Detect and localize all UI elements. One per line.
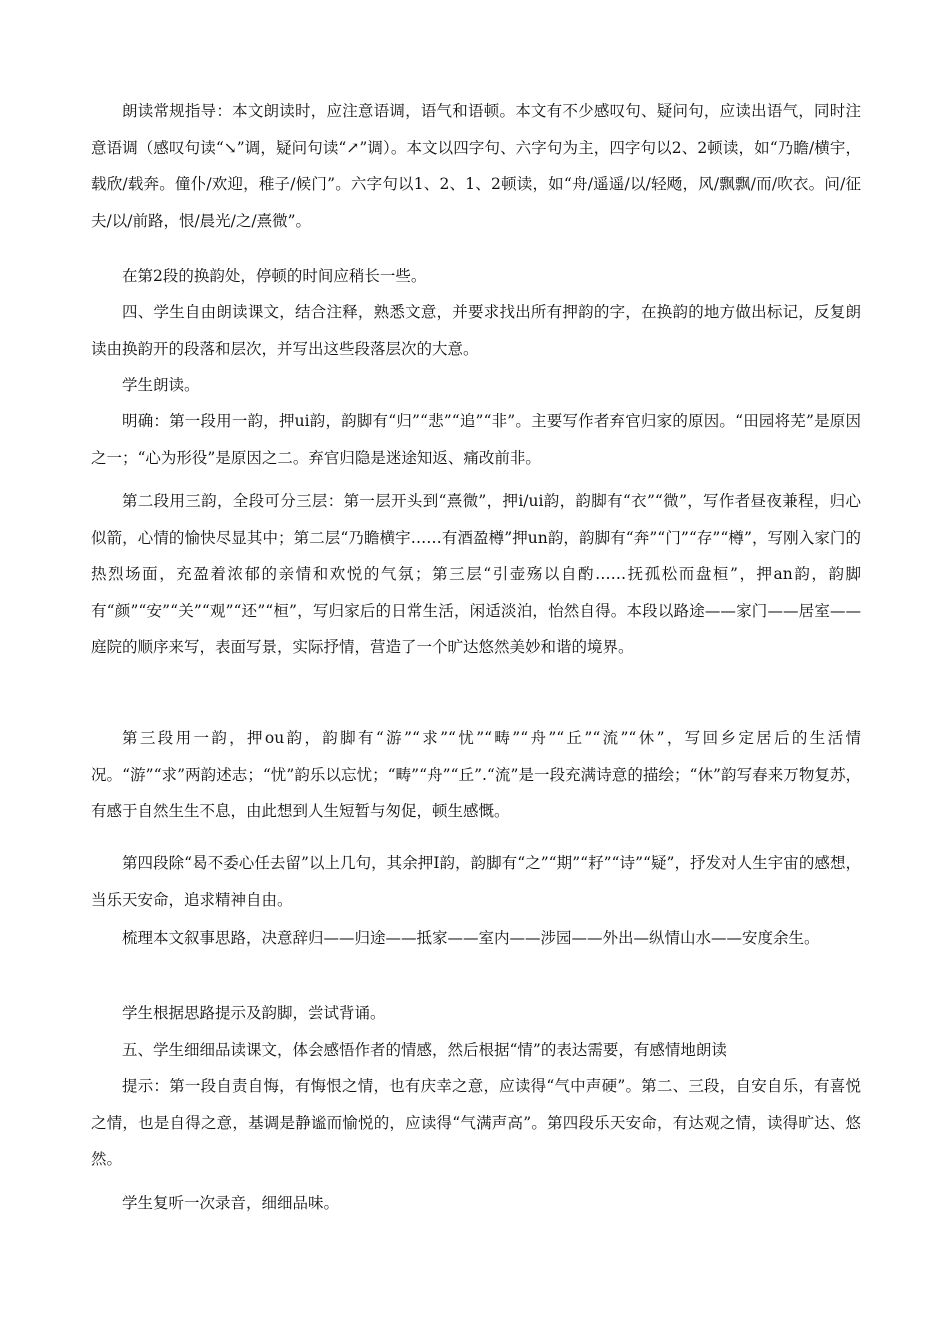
paragraph-fourth-section: 第四段除“曷不委心任去留”以上几句，其余押I韵，韵脚有“之”“期”“耔”“诗”“疑”，抒发对人生宇宙的感想，当乐天安命，追求精神自由。: [91, 854, 861, 909]
paragraph-first-section: 明确：第一段用一韵，押ui韵，韵脚有“归”“悲”“追”“非”。主要写作者弃官归家的原因。“田园将芜”是原因之一；“心为形役”是原因之二。弃官归隐是迷途知返、痛改前非。: [91, 412, 861, 467]
paragraph-listen-again: 学生复听一次录音，细细品味。: [122, 1194, 340, 1212]
paragraph-recite-attempt: 学生根据思路提示及韵脚，尝试背诵。: [122, 1004, 386, 1022]
paragraph-step-five: 五、学生细细品读课文，体会感悟作者的情感，然后根据“情”的表达需要，有感情地朗读: [122, 1041, 727, 1059]
paragraph-third-section: 第三段用一韵，押ou韵，韵脚有“游”“求”“忧”“畴”“舟”“丘”“流”“休”，写回乡定居后的生活情况。“游”“求”两韵述志；“忧”韵乐以忘忧；“畴”“舟”“丘”.“流”是一段充满诗意的描绘；“休”韵写春来万物复苏，有感于自然生生不息，由此想到人生短暂与匆促，顿生感慨。: [91, 729, 861, 820]
paragraph-students-read: 学生朗读。: [122, 376, 200, 394]
paragraph-narrative-outline: 梳理本文叙事思路，决意辞归——归途——抵家——室内——涉园——外出—纵情山水——安度余生。: [122, 929, 820, 947]
paragraph-reading-guidance: 朗读常规指导：本文朗读时，应注意语调，语气和语顿。本文有不少感叹句、疑问句，应读出语气，同时注意语调（感叹句读“↘”调，疑问句读“↗”调）。本文以四字句、六字句为主，四字句以2、2顿读，如“乃瞻/横宇，载欣/载奔。僮仆/欢迎，稚子/候门”。六字句以1、2、1、2顿读，如“舟/遥遥/以/轻飏，风/飘飘/而/吹衣。问/征夫/以/前路，恨/晨光/之/熹微”。: [91, 102, 861, 230]
paragraph-hints: 提示：第一段自责自悔，有悔恨之情，也有庆幸之意，应读得“气中声硬”。第二、三段，自安自乐，有喜悦之情，也是自得之意，基调是静谧而愉悦的，应读得“气满声高”。第四段乐天安命，有达观之情，读得旷达、悠然。: [91, 1077, 861, 1168]
paragraph-step-four: 四、学生自由朗读课文，结合注释，熟悉文意，并要求找出所有押韵的字，在换韵的地方做出标记，反复朗读由换韵开的段落和层次，并写出这些段落层次的大意。: [91, 303, 861, 358]
paragraph-second-section: 第二段用三韵，全段可分三层：第一层开头到“熹微”，押i/ui韵，韵脚有“衣”“微”，写作者昼夜兼程，归心似箭，心情的愉快尽显其中；第二层“乃瞻横宇……有酒盈樽”押un韵，韵脚有“奔”“门”“存”“樽”，写刚入家门的热烈场面，充盈着浓郁的亲情和欢悦的气氛；第三层“引壶殇以自酌……抚孤松而盘桓”，押an韵，韵脚有“颜”“安”“关”“观”“还”“桓”，写归家后的日常生活，闲适淡泊，怡然自得。本段以路途——家门——居室——庭院的顺序来写，表面写景，实际抒情，营造了一个旷达悠然美妙和谐的境界。: [91, 492, 861, 656]
paragraph-pause-note: 在第2段的换韵处，停顿的时间应稍长一些。: [122, 267, 427, 285]
